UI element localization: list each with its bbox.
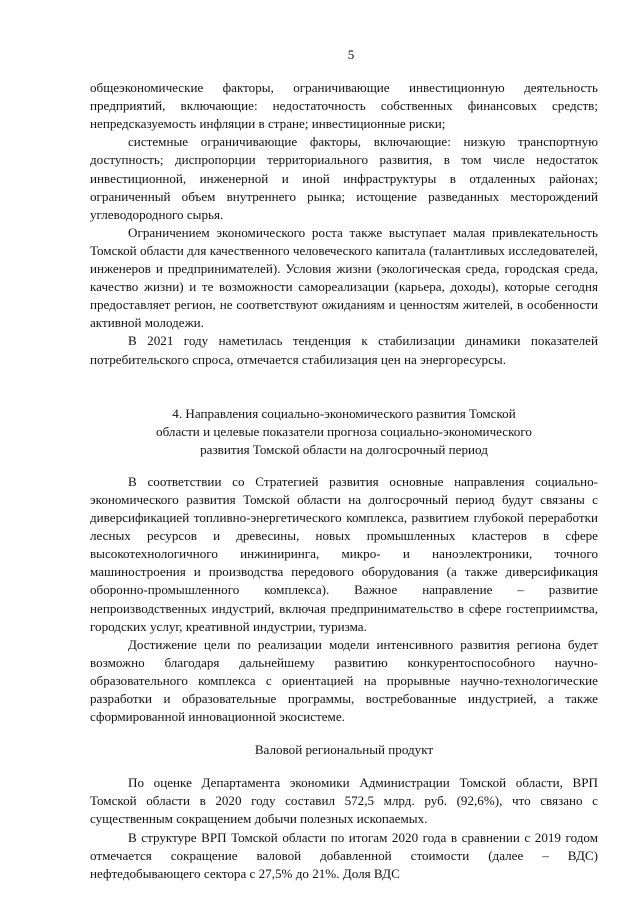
- section-heading-line-1: 4. Направления социально-экономического развития Томской: [172, 405, 516, 421]
- paragraph-general-factors: общеэкономические факторы, ограничивающие инвестиционную деятельность предприятий, включающие: недостаточность собственных финансовых средств; непредсказуемость инфляции в стране; инвестиционные риски;: [90, 80, 598, 132]
- subsection-heading: Валовой региональный продукт: [254, 742, 434, 758]
- page-number: 5: [347, 47, 355, 62]
- section-heading: [90, 405, 598, 459]
- section-heading-line-3: развития Томской области на долгосрочный период: [200, 441, 488, 457]
- paragraph-intensive-development: Достижение цели по реализации модели интенсивного развития региона будет возможно благодаря дальнейшему развитию конкурентоспособного научно-образовательного комплекса с ориентацией на прорывные научно-технологические разработки и образовательные программы, востребованные индустрией, а также сформированной инновационной экосистеме.: [90, 636, 598, 725]
- paragraph-system-factors: системные ограничивающие факторы, включающие: низкую транспортную доступность; диспропорции территориального развития, в том числе недостаток инвестиционной, инженерной и иной инфраструктуры в отдаленных районах; ограниченный объем внутреннего рынка; истощение разведанных месторождений углеводородного сырья.: [90, 134, 598, 222]
- paragraph-strategy-directions: В соответствии со Стратегией развития основные направления социально-экономического развития Томской области на долгосрочный период будут связаны с диверсификацией топливно-энергетического комплекса, развитием глубокой переработки лесных ресурсов и древесины, новых промышленных кластеров в сфере высокотехнологичного инжиниринга, микро- и наноэлектроники, точного машиностроения и производства передового оборудования (а также диверсификация оборонно-промышленного комплекса). Важное направление – развитие непроизводственных индустрий, включая предпринимательство в сфере гостеприимства, городских услуг, креативной индустрии, туризма.: [90, 473, 598, 634]
- paragraph-grp-estimate: По оценке Департамента экономики Администрации Томской области, ВРП Томской области в 2020 году составил 572,5 млрд. руб. (92,6%), что связано с существенным сокращением добычи полезных ископаемых.: [90, 775, 598, 827]
- paragraph-grp-structure: В структуре ВРП Томской области по итогам 2020 года в сравнении с 2019 годом отмечается сокращение валовой добавленной стоимости (далее – ВДС) нефтедобывающего сектора с 27,5% до 21%. Доля ВДС: [90, 829, 598, 881]
- section-heading-line-2: области и целевые показатели прогноза социально-экономического: [156, 423, 532, 439]
- paragraph-human-capital: Ограничением экономического роста также выступает малая привлекательность Томской области для качественного человеческого капитала (талантливых исследователей, инженеров и предпринимателей). Условия жизни (экологическая среда, городская среда, качество жизни) и те возможности самореализации (карьера, доходы), которые сегодня предоставляет регион, не соответствуют ожиданиям и ценностям жителей, в особенности активной молодежи.: [90, 224, 598, 331]
- paragraph-demand-stabilization: В 2021 году наметилась тенденция к стабилизации динамики показателей потребительского спроса, отмечается стабилизация цен на энергоресурсы.: [90, 333, 598, 367]
